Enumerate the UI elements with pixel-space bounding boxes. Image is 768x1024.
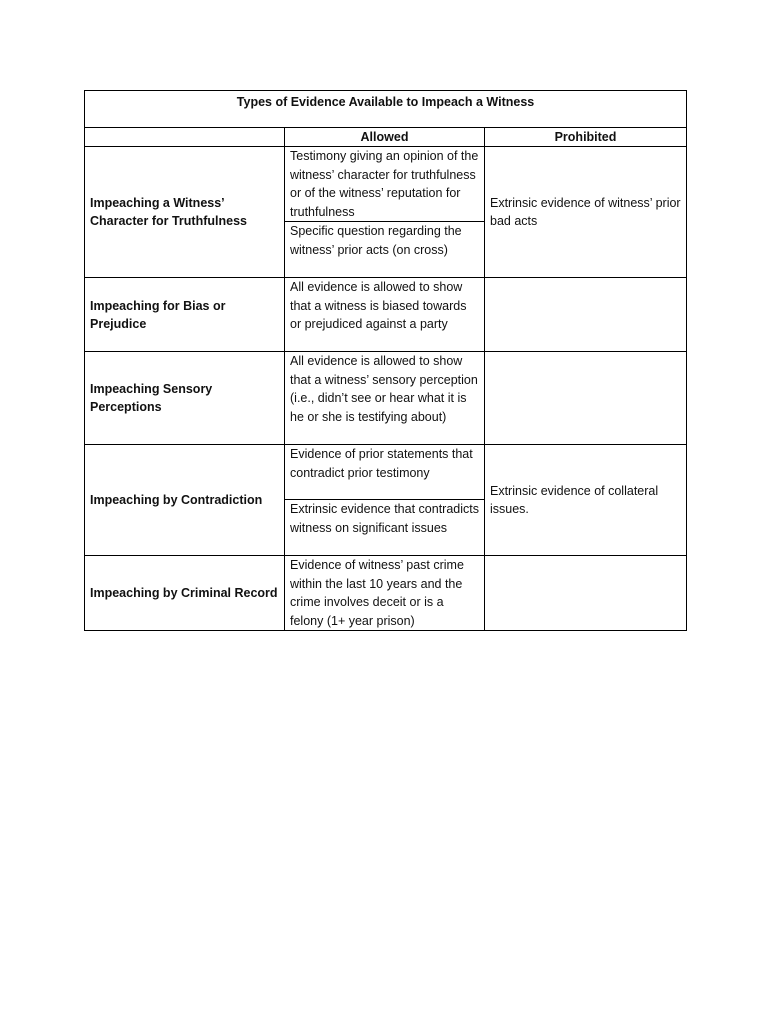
- allowed-cell: All evidence is allowed to show that a witness’ sensory perception (i.e., didn’t see or hear what it is he or she is testifying about): [285, 352, 485, 445]
- header-row: [85, 128, 687, 147]
- header-prohibited: Prohibited: [485, 128, 687, 147]
- prohibited-cell: Extrinsic evidence of witness’ prior bad acts: [485, 147, 687, 278]
- row-label: Impeaching Sensory Perceptions: [85, 352, 285, 445]
- allowed-cell: Extrinsic evidence that contradicts witness on significant issues: [285, 500, 485, 556]
- allowed-cell: All evidence is allowed to show that a witness is biased towards or prejudiced against a party: [285, 278, 485, 352]
- prohibited-cell: Extrinsic evidence of collateral issues.: [485, 445, 687, 556]
- prohibited-cell: [485, 556, 687, 631]
- table-row: [85, 445, 687, 500]
- table-title: Types of Evidence Available to Impeach a Witness: [85, 91, 687, 128]
- row-label: Impeaching a Witness’ Character for Truthfulness: [85, 147, 285, 278]
- table-row: [85, 278, 687, 352]
- header-allowed: Allowed: [285, 128, 485, 147]
- prohibited-cell: [485, 352, 687, 445]
- table-row: [85, 352, 687, 445]
- table-row: [85, 147, 687, 222]
- allowed-cell: Testimony giving an opinion of the witness’ character for truthfulness or of the witness’ reputation for truthfulness: [285, 147, 485, 222]
- evidence-table: [84, 90, 687, 631]
- title-row: [85, 91, 687, 128]
- table-row: [85, 556, 687, 631]
- allowed-cell: Evidence of witness’ past crime within the last 10 years and the crime involves deceit or is a felony (1+ year prison): [285, 556, 485, 631]
- prohibited-cell: [485, 278, 687, 352]
- row-label: Impeaching by Contradiction: [85, 445, 285, 556]
- allowed-cell: Evidence of prior statements that contradict prior testimony: [285, 445, 485, 500]
- allowed-cell: Specific question regarding the witness’ prior acts (on cross): [285, 222, 485, 278]
- row-label: Impeaching for Bias or Prejudice: [85, 278, 285, 352]
- row-label: Impeaching by Criminal Record: [85, 556, 285, 631]
- header-empty-cell: [85, 128, 285, 147]
